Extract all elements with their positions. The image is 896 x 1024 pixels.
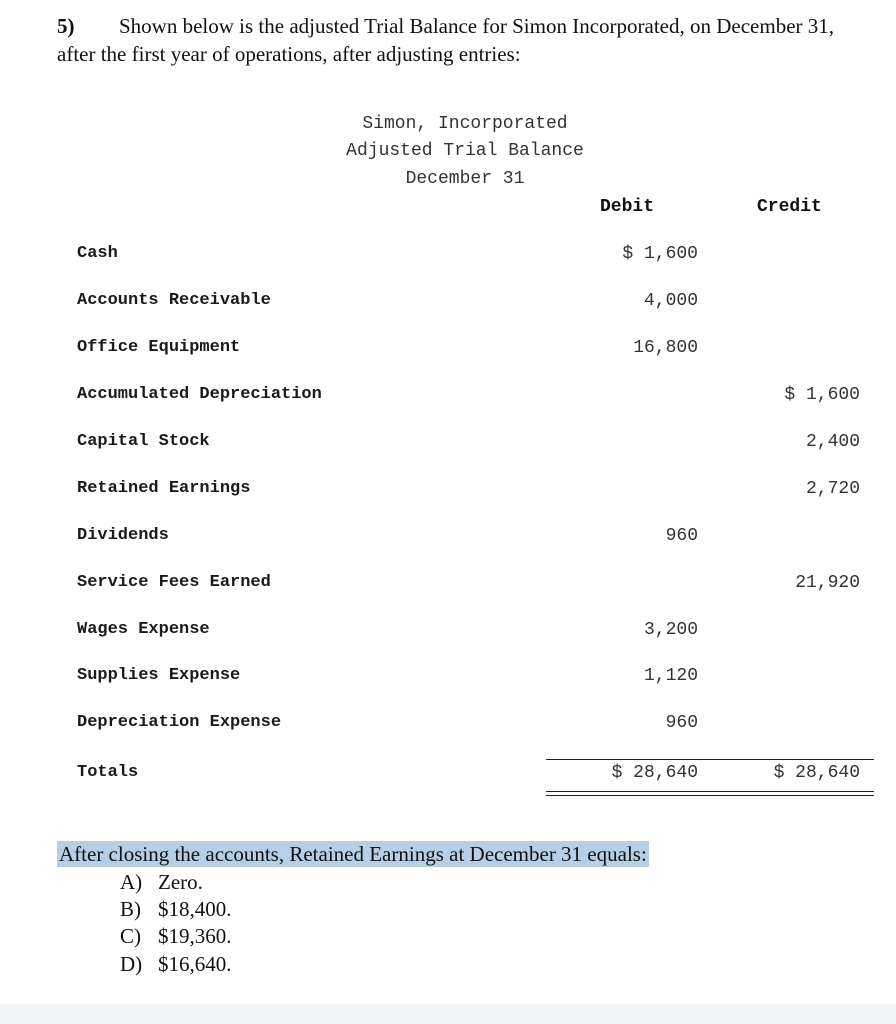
account-label: Supplies Expense [77, 666, 241, 685]
company-name: Simon, Incorporated [362, 114, 568, 134]
credit-column-header: Credit [757, 197, 822, 217]
account-label: Wages Expense [77, 620, 210, 639]
choice-text: Zero. [158, 870, 203, 894]
account-label: Accounts Receivable [77, 291, 271, 310]
totals-label: Totals [77, 763, 139, 782]
totals-rule-top [546, 759, 874, 760]
account-label: Dividends [77, 526, 169, 545]
debit-amount: 960 [665, 713, 698, 733]
question-text [57, 12, 877, 68]
question-line-2: after the first year of operations, after adjusting entries: [57, 42, 521, 66]
totals-credit: $ 28,640 [773, 763, 860, 783]
choice-text: $19,360. [158, 924, 232, 948]
question-number: 5) [57, 14, 75, 38]
answer-choice [120, 870, 203, 895]
credit-amount: 2,400 [805, 432, 860, 452]
question-line-1: Shown below is the adjusted Trial Balance for Simon Incorporated, on December 31, [119, 14, 835, 38]
account-label: Depreciation Expense [77, 713, 282, 732]
debit-column-header: Debit [600, 197, 655, 217]
debit-amount: 1,120 [643, 666, 698, 686]
account-label: Office Equipment [77, 338, 241, 357]
choice-letter: A) [120, 870, 143, 894]
account-label: Cash [77, 244, 118, 263]
answer-choice [120, 924, 232, 949]
debit-amount: 16,800 [633, 338, 698, 358]
credit-amount: $ 1,600 [784, 385, 860, 405]
choice-letter: B) [120, 897, 141, 921]
debit-amount: $ 1,600 [622, 244, 698, 264]
statement-title: Adjusted Trial Balance [346, 141, 584, 161]
totals-double-rule-2 [546, 795, 874, 796]
answer-choice [120, 952, 232, 977]
account-label: Service Fees Earned [77, 573, 271, 592]
debit-amount: 960 [665, 526, 698, 546]
totals-debit: $ 28,640 [611, 763, 698, 783]
choice-letter: C) [120, 924, 141, 948]
choice-letter: D) [120, 952, 143, 976]
credit-amount: 21,920 [795, 573, 860, 593]
debit-amount: 3,200 [643, 620, 698, 640]
account-label: Capital Stock [77, 432, 210, 451]
question-prompt: After closing the accounts, Retained Earnings at December 31 equals: [59, 842, 647, 866]
debit-amount: 4,000 [643, 291, 698, 311]
account-label: Accumulated Depreciation [77, 385, 322, 404]
choice-text: $18,400. [158, 897, 232, 921]
page-bottom-strip [0, 1004, 896, 1024]
totals-double-rule-1 [546, 791, 874, 792]
credit-amount: 2,720 [805, 479, 860, 499]
account-label: Retained Earnings [77, 479, 251, 498]
answer-choice [120, 897, 232, 922]
choice-text: $16,640. [158, 952, 232, 976]
statement-date: December 31 [405, 169, 525, 189]
